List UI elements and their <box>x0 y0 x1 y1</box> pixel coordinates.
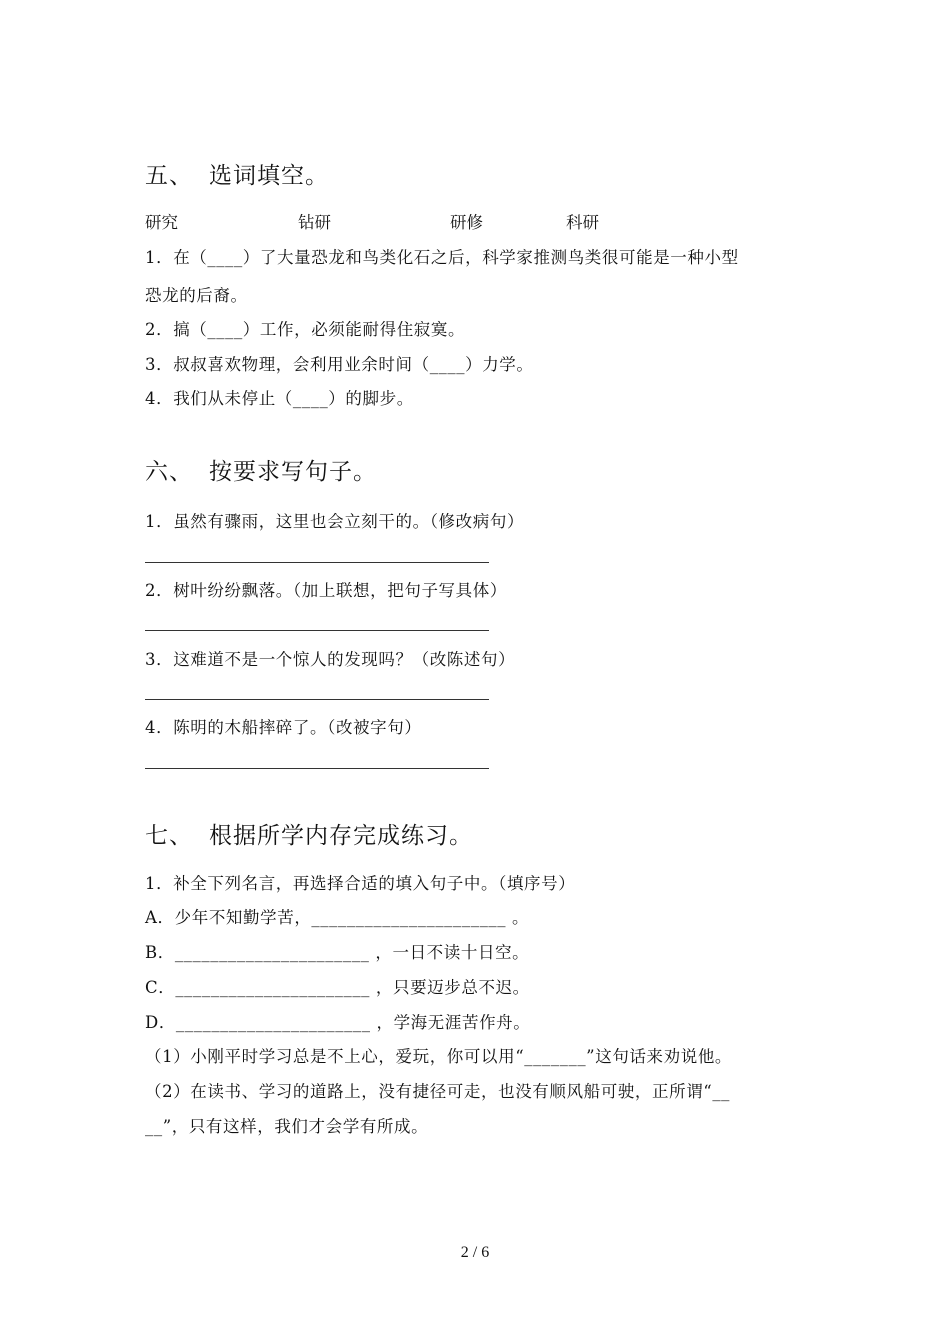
section-7-number: 七、 <box>145 823 193 849</box>
s6-answer-line-2[interactable] <box>145 630 489 631</box>
section-6-heading <box>145 453 377 486</box>
s6-question-1: 1．虽然有骤雨，这里也会立刻干的。（修改病句） <box>145 512 525 531</box>
s6-question-3: 3．这难道不是一个惊人的发现吗？（改陈述句） <box>145 650 516 669</box>
s7-option-a: A．少年不知勤学苦，______________________ 。 <box>145 908 530 927</box>
section-7-title: 根据所学内存完成练习。 <box>209 823 473 849</box>
section-7-heading <box>145 817 473 850</box>
s7-sub-question-2-line-1: （2）在读书、学习的道路上，没有捷径可走，也没有顺风船可驶，正所谓“__ <box>145 1082 731 1101</box>
s6-question-2: 2．树叶纷纷飘落。（加上联想，把句子写具体） <box>145 581 507 600</box>
s6-answer-line-3[interactable] <box>145 699 489 700</box>
s5-question-2: 2．搞（____）工作，必须能耐得住寂寞。 <box>145 320 466 339</box>
s7-sub-question-1: （1）小刚平时学习总是不上心，爱玩，你可以用“_______”这句话来劝说他。 <box>145 1047 733 1066</box>
page-number: 2 / 6 <box>460 1244 490 1261</box>
s5-question-1-line-2: 恐龙的后裔。 <box>145 286 248 305</box>
word-option-2: 钻研 <box>298 213 331 232</box>
s6-answer-line-4[interactable] <box>145 768 489 769</box>
s7-option-d: D．______________________ ，学海无涯苦作舟。 <box>145 1013 531 1032</box>
word-option-3: 研修 <box>450 213 483 232</box>
section-5-heading <box>145 157 329 190</box>
word-option-4: 科研 <box>566 213 599 232</box>
section-6-number: 六、 <box>145 459 193 485</box>
s5-question-1-line-1: 1．在（____）了大量恐龙和鸟类化石之后，科学家推测鸟类很可能是一种小型 <box>145 248 739 267</box>
s7-option-b: B．______________________ ，一日不读十日空。 <box>145 943 530 962</box>
s7-option-c: C．______________________ ，只要迈步总不迟。 <box>145 978 530 997</box>
s6-answer-line-1[interactable] <box>145 562 489 563</box>
s5-question-3: 3．叔叔喜欢物理，会利用业余时间（____）力学。 <box>145 355 534 374</box>
section-5-number: 五、 <box>145 163 193 189</box>
section-6-title: 按要求写句子。 <box>209 459 377 485</box>
s6-question-4: 4．陈明的木船摔碎了。（改被字句） <box>145 718 422 737</box>
word-option-1: 研究 <box>145 213 178 232</box>
section-5-title: 选词填空。 <box>209 163 329 189</box>
s7-question-1: 1．补全下列名言，再选择合适的填入句子中。（填序号） <box>145 874 576 893</box>
s7-sub-question-2-line-2: __”，只有这样，我们才会学有所成。 <box>145 1117 429 1136</box>
s5-question-4: 4．我们从未停止（____）的脚步。 <box>145 389 414 408</box>
